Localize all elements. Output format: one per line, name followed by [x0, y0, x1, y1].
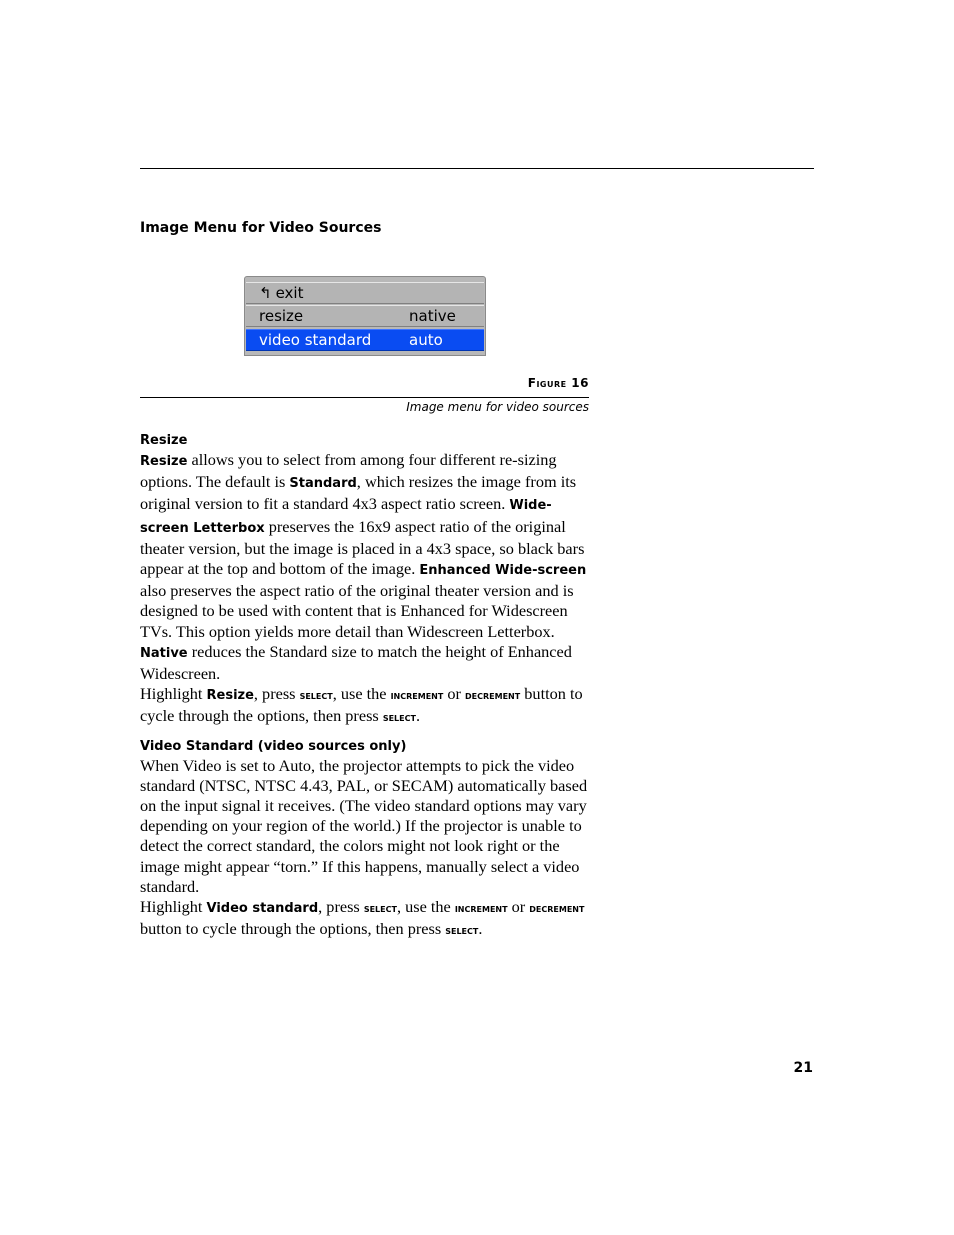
term-video-standard: Video standard	[206, 901, 319, 917]
page-number: 21	[793, 1060, 813, 1076]
resize-paragraph	[140, 450, 589, 684]
key-decrement: decrement	[529, 901, 585, 916]
text-run: , which resizes the image from its original version to fit a standard 4x3 aspect ratio screen.	[140, 472, 577, 514]
figure-rule	[140, 397, 589, 398]
menu-item-value: auto	[409, 331, 443, 349]
video-standard-instructions	[140, 897, 589, 940]
menu-item-exit[interactable]	[246, 282, 484, 304]
body-content	[140, 432, 589, 940]
header-rule	[140, 168, 814, 169]
key-select: select	[382, 710, 416, 725]
menu-item-resize[interactable]	[246, 305, 484, 327]
term-native: Native	[140, 645, 188, 661]
text-run: button to cycle through the options, then press	[140, 684, 583, 726]
term-widescreen-letterbox: Wide-screen Letterbox	[140, 498, 552, 536]
key-increment: increment	[454, 901, 508, 916]
term-resize: Resize	[140, 454, 188, 469]
text-run: button to cycle through the options, then press	[140, 919, 446, 939]
text-run: .	[478, 919, 483, 939]
text-run: preserves the 16x9 aspect ratio of the original theater version, but the image is placed in a 4x3 space, so black bars appear at the top and bottom of the image.	[140, 516, 585, 579]
key-select: select	[445, 923, 479, 938]
figure-label: Figure 16	[527, 376, 589, 390]
key-decrement: decrement	[465, 688, 521, 703]
key-increment: increment	[390, 688, 444, 703]
text-run: .	[415, 706, 421, 726]
menu-item-value: native	[409, 307, 456, 325]
text-run: also preserves the aspect ratio of the original theater version and is designed to be used with content that is Enhanced for Widescreen TVs. This option yields more detail than Widescreen Letterbox.	[140, 581, 574, 641]
resize-heading: Resize	[140, 433, 188, 448]
text-run: allows you to select from among four different re-sizing options. The default is	[140, 450, 557, 492]
section-title: Image Menu for Video Sources	[140, 220, 382, 236]
text-run: or	[443, 684, 466, 704]
text-run: or	[507, 897, 530, 917]
video-standard-heading: Video Standard (video sources only)	[140, 738, 407, 754]
term-enhanced-widescreen: Enhanced Wide-screen	[419, 563, 587, 579]
text-run: , press	[253, 684, 300, 704]
return-arrow-icon: ↰	[259, 284, 272, 302]
video-standard-paragraph: When Video is set to Auto, the projector attempts to pick the video standard (NTSC, NTSC 4.43, PAL, or SECAM) automatically based on the input signal it receives. (The video standard options may vary depending on your region of the world.) If the projector is unable to detect the correct standard, the colors might not look right or the image might appear “torn.” If this happens, manually select a video standard.	[140, 755, 588, 896]
resize-instructions	[140, 684, 589, 727]
text-run: , use the	[396, 897, 455, 917]
text-run: , use the	[332, 684, 391, 704]
figure-caption: Image menu for video sources	[406, 400, 589, 414]
text-run: reduces the Standard size to match the height of Enhanced Widescreen.	[140, 641, 572, 684]
key-select: select	[363, 901, 397, 916]
menu-item-video-standard[interactable]	[246, 329, 484, 351]
text-run: Highlight	[140, 684, 207, 704]
text-run: Highlight	[140, 897, 207, 917]
term-standard: Standard	[289, 476, 357, 492]
image-menu	[244, 276, 486, 356]
menu-item-label: exit	[275, 284, 304, 302]
key-select: select	[299, 688, 333, 703]
term-resize: Resize	[206, 688, 254, 704]
text-run: , press	[318, 897, 364, 917]
menu-item-label: video standard	[259, 331, 372, 349]
menu-item-label: resize	[259, 307, 304, 325]
